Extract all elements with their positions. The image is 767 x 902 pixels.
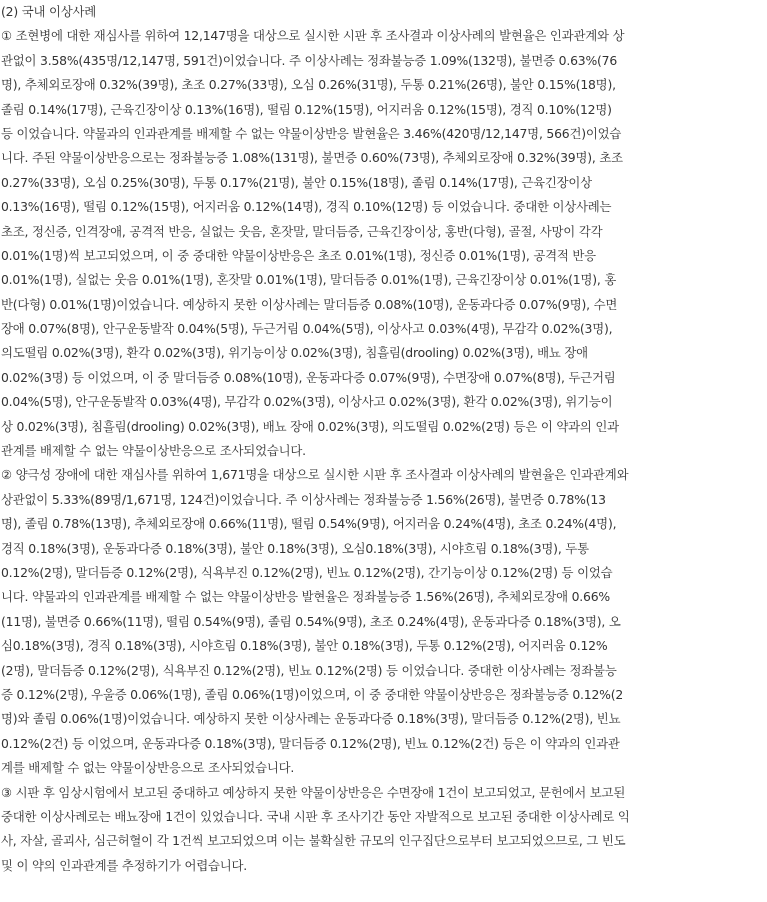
text-line: 니다. 약물과의 인과관계를 배제할 수 없는 약물이상반응 발현율은 정좌불능증 1.56%(26명), 추체외로장애 0.66% xyxy=(1,589,610,605)
text-line: ② 양극성 장애에 대한 재심사를 위하여 1,671명을 대상으로 실시한 시판 후 조사결과 이상사례의 발현율은 인과관계와 xyxy=(1,467,629,483)
text-line: 0.01%(1명)씩 보고되었으며, 이 중 중대한 약물이상반응은 초조 0.01%(1명), 정신증 0.01%(1명), 공격적 반응 xyxy=(1,247,596,263)
section-title: (2) 국내 이상사례 xyxy=(1,4,97,19)
text-line: 중대한 이상사례로는 배뇨장애 1건이 있었습니다. 국내 시판 후 조사기간 동안 자발적으로 보고된 중대한 이상사례로 익 xyxy=(1,808,630,824)
text-line: 명)와 졸림 0.06%(1명)이었습니다. 예상하지 못한 이상사례는 운동과다증 0.18%(3명), 말더듬증 0.12%(2명), 빈뇨 xyxy=(1,711,621,727)
text-line: 0.13%(16명), 떨림 0.12%(15명), 어지러움 0.12%(14명), 경직 0.10%(12명) 등 이었습니다. 중대한 이상사례는 xyxy=(1,199,612,215)
text-line: 상관없이 5.33%(89명/1,671명, 124건)이었습니다. 주 이상사례는 정좌불능증 1.56%(26명), 불면증 0.78%(13 xyxy=(1,491,606,507)
text-line: 0.04%(5명), 안구운동발작 0.03%(4명), 무감각 0.02%(3명), 이상사고 0.02%(3명), 환각 0.02%(3명), 위기능이 xyxy=(1,394,613,410)
text-line: 경직 0.18%(3명), 운동과다증 0.18%(3명), 불안 0.18%(3명), 오심0.18%(3명), 시야흐림 0.18%(3명), 두통 xyxy=(1,540,589,556)
text-line: 의도떨림 0.02%(3명), 환각 0.02%(3명), 위기능이상 0.02%(3명), 침흘림(drooling) 0.02%(3명), 배뇨 장애 xyxy=(1,345,588,361)
text-line: 초조, 정신증, 인격장애, 공격적 반응, 실없는 웃음, 혼잣말, 말더듬증, 근육긴장이상, 홍반(다형), 골절, 사망이 각각 xyxy=(1,223,603,239)
text-line: 심0.18%(3명), 경직 0.18%(3명), 시야흐림 0.18%(3명), 불안 0.18%(3명), 두통 0.12%(2명), 어지러움 0.12% xyxy=(1,638,608,654)
text-line: 0.12%(2건) 등 이었으며, 운동과다증 0.18%(3명), 말더듬증 0.12%(2명), 빈뇨 0.12%(2건) 등은 이 약과의 인과관 xyxy=(1,735,620,751)
text-line: 및 이 약의 인과관계를 추정하기가 어렵습니다. xyxy=(1,857,248,873)
text-line: ③ 시판 후 임상시험에서 보고된 중대하고 예상하지 못한 약물이상반응은 수면장애 1건이 보고되었고, 문헌에서 보고된 xyxy=(1,784,626,800)
text-line: 반(다형) 0.01%(1명)이었습니다. 예상하지 못한 이상사례는 말더듬증 0.08%(10명), 운동과다증 0.07%(9명), 수면 xyxy=(1,296,618,312)
text-line: 0.02%(3명) 등 이었으며, 이 중 말더듬증 0.08%(10명), 운동과다증 0.07%(9명), 수면장애 0.07%(8명), 두근거림 xyxy=(1,369,616,385)
text-line: 니다. 주된 약물이상반응으로는 정좌불능증 1.08%(131명), 불면증 0.60%(73명), 추체외로장애 0.32%(39명), 초조 xyxy=(1,150,623,166)
text-line: 등 이었습니다. 약물과의 인과관계를 배제할 수 없는 약물이상반응 발현율은 3.46%(420명/12,147명, 566건)이었습 xyxy=(1,125,622,141)
text-line: 졸림 0.14%(17명), 근육긴장이상 0.13%(16명), 떨림 0.12%(15명), 어지러움 0.12%(15명), 경직 0.10%(12명) xyxy=(1,101,612,117)
text-line: 증 0.12%(2명), 우울증 0.06%(1명), 졸림 0.06%(1명)이었으며, 이 중 중대한 약물이상반응은 정좌불능증 0.12%(2 xyxy=(1,686,624,702)
text-line: ① 조현병에 대한 재심사를 위하여 12,147명을 대상으로 실시한 시판 후 조사결과 이상사례의 발현율은 인과관계와 상 xyxy=(1,28,625,44)
text-line: 계를 배제할 수 없는 약물이상반응으로 조사되었습니다. xyxy=(1,760,295,776)
text-line: 0.12%(2명), 말더듬증 0.12%(2명), 식욕부진 0.12%(2명), 빈뇨 0.12%(2명), 간기능이상 0.12%(2명) 등 이었습 xyxy=(1,564,613,580)
paragraph-lines xyxy=(0,24,767,878)
text-line: 0.01%(1명), 실없는 웃음 0.01%(1명), 혼잣말 0.01%(1명), 말더듬증 0.01%(1명), 근육긴장이상 0.01%(1명), 홍 xyxy=(1,272,617,288)
text-line: 명), 추체외로장애 0.32%(39명), 초조 0.27%(33명), 오심 0.26%(31명), 두통 0.21%(26명), 불안 0.15%(18명), xyxy=(1,77,616,93)
text-line: 장애 0.07%(8명), 안구운동발작 0.04%(5명), 두근거림 0.04%(5명), 이상사고 0.03%(4명), 무감각 0.02%(3명), xyxy=(1,321,613,337)
text-line: (11명), 불면증 0.66%(11명), 떨림 0.54%(9명), 졸림 0.54%(9명), 초조 0.24%(4명), 운동과다증 0.18%(3명), 오 xyxy=(1,613,621,629)
text-line: 0.27%(33명), 오심 0.25%(30명), 두통 0.17%(21명), 불안 0.15%(18명), 졸림 0.14%(17명), 근육긴장이상 xyxy=(1,174,592,190)
text-line: (2명), 말더듬증 0.12%(2명), 식욕부진 0.12%(2명), 빈뇨 0.12%(2명) 등 이었습니다. 중대한 이상사례는 정좌불능 xyxy=(1,662,617,678)
text-line: 관계를 배제할 수 없는 약물이상반응으로 조사되었습니다. xyxy=(1,443,306,459)
text-line: 사, 자살, 골괴사, 심근허혈이 각 1건씩 보고되었으며 이는 불확실한 규모의 인구집단으로부터 보고되었으므로, 그 빈도 xyxy=(1,833,626,849)
text-line: 상 0.02%(3명), 침흘림(drooling) 0.02%(3명), 배뇨 장애 0.02%(3명), 의도떨림 0.02%(2명) 등은 이 약과의 인과 xyxy=(1,418,619,434)
text-line: 관없이 3.58%(435명/12,147명, 591건)이었습니다. 주 이상사례는 정좌불능증 1.09%(132명), 불면증 0.63%(76 xyxy=(1,52,618,68)
text-line: 명), 졸림 0.78%(13명), 추체외로장애 0.66%(11명), 떨림 0.54%(9명), 어지러움 0.24%(4명), 초조 0.24%(4명), xyxy=(1,516,617,532)
